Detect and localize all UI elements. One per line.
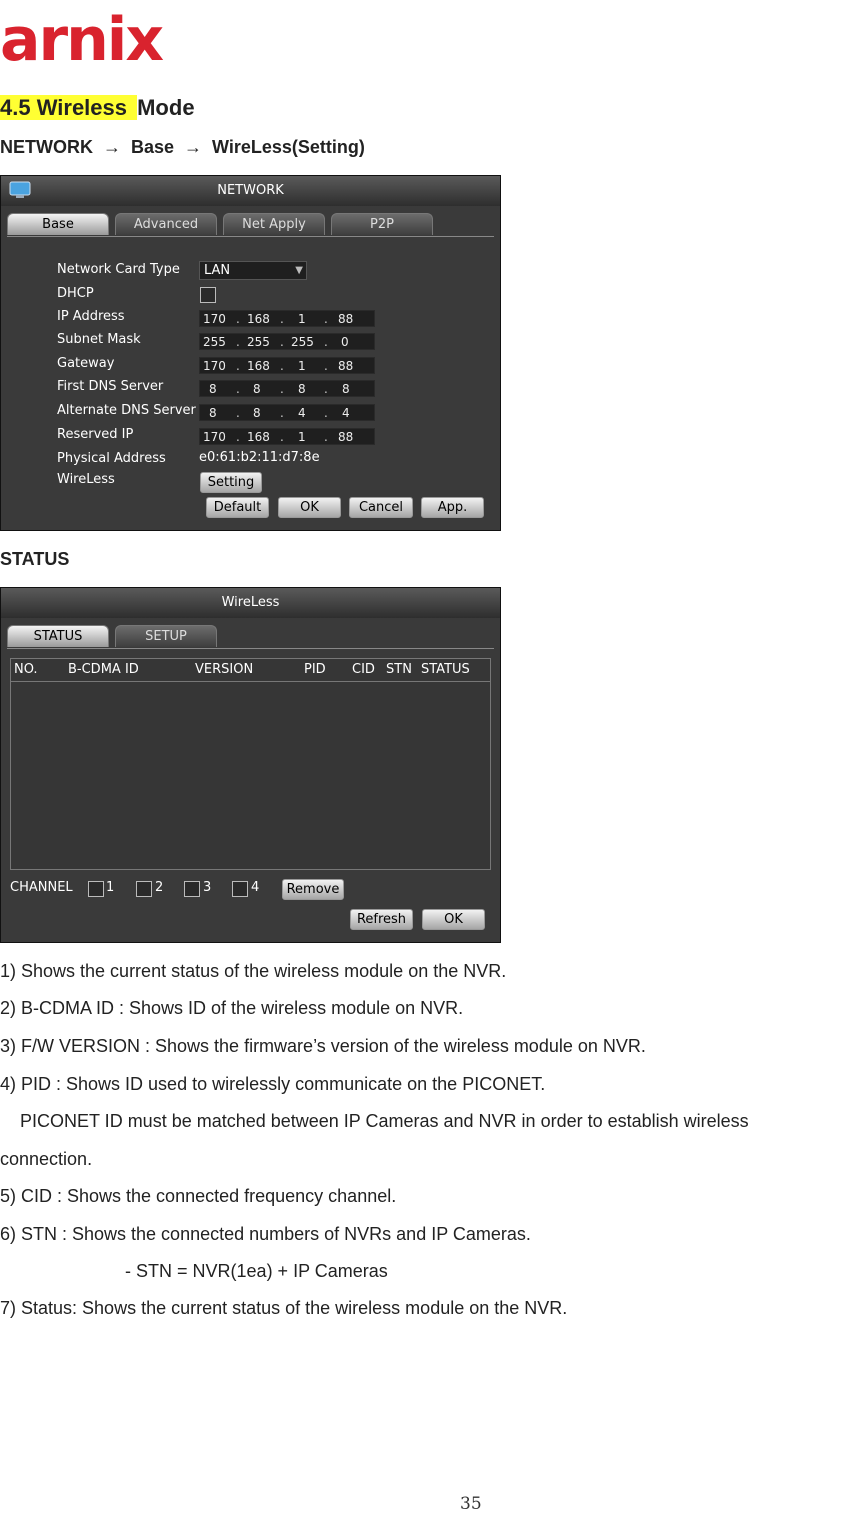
ip-dot: . bbox=[236, 312, 240, 326]
ip-octet: 255 bbox=[203, 335, 226, 349]
tab-setup[interactable]: SETUP bbox=[115, 625, 217, 647]
ip-dot: . bbox=[324, 312, 328, 326]
apply-button[interactable]: App. bbox=[421, 497, 484, 518]
ip-octet: 170 bbox=[203, 312, 226, 326]
ip-octet: 8 bbox=[342, 382, 350, 396]
paragraph-6: 6) STN : Shows the connected numbers of NVRs and IP Cameras. bbox=[0, 1224, 531, 1244]
channel-label: CHANNEL bbox=[10, 880, 73, 895]
arnix-logo bbox=[0, 0, 175, 66]
network-dialog bbox=[0, 175, 501, 531]
paragraph-3: 3) F/W VERSION : Shows the firmware’s version of the wireless module on NVR. bbox=[0, 1036, 646, 1056]
monitor-icon bbox=[9, 181, 31, 199]
tab-net-apply[interactable]: Net Apply bbox=[223, 213, 325, 235]
label-subnet-mask: Subnet Mask bbox=[57, 332, 141, 347]
col-pid: PID bbox=[304, 662, 326, 677]
ip-dot: . bbox=[324, 359, 328, 373]
channel-2-label: 2 bbox=[155, 880, 164, 895]
label-network-card-type: Network Card Type bbox=[57, 262, 180, 277]
channel-4-checkbox[interactable] bbox=[232, 881, 248, 897]
col-stn: STN bbox=[386, 662, 412, 677]
ip-octet: 1 bbox=[298, 312, 306, 326]
default-button[interactable]: Default bbox=[206, 497, 269, 518]
ok-button[interactable]: OK bbox=[422, 909, 485, 930]
network-card-type-select[interactable] bbox=[199, 261, 307, 280]
label-physical-address: Physical Address bbox=[57, 451, 166, 466]
alt-dns-field[interactable] bbox=[199, 404, 375, 421]
ip-dot: . bbox=[324, 335, 328, 349]
wireless-titlebar bbox=[1, 588, 500, 618]
col-status: STATUS bbox=[421, 662, 470, 677]
ip-octet: 255 bbox=[247, 335, 270, 349]
physical-address-value: e0:61:b2:11:d7:8e bbox=[199, 450, 320, 465]
paragraph-4-note-cont: connection. bbox=[0, 1149, 93, 1169]
channel-2-checkbox[interactable] bbox=[136, 881, 152, 897]
label-first-dns: First DNS Server bbox=[57, 379, 164, 394]
tab-divider bbox=[7, 236, 494, 237]
ip-dot: . bbox=[280, 430, 284, 444]
channel-3-checkbox[interactable] bbox=[184, 881, 200, 897]
ip-dot: . bbox=[324, 406, 328, 420]
wireless-setting-button[interactable]: Setting bbox=[200, 472, 262, 493]
col-no: NO. bbox=[14, 662, 38, 677]
tab-p2p[interactable]: P2P bbox=[331, 213, 433, 235]
header-divider bbox=[11, 681, 490, 682]
wireless-tabs bbox=[7, 625, 217, 649]
ip-octet: 0 bbox=[341, 335, 349, 349]
network-title: NETWORK bbox=[217, 183, 284, 198]
ip-dot: . bbox=[236, 382, 240, 396]
paragraph-5: 5) CID : Shows the connected frequency channel. bbox=[0, 1186, 397, 1206]
breadcrumb: NETWORK → Base → WireLess(Setting) bbox=[0, 137, 365, 157]
section-title-highlight: 4.5 Wireless bbox=[0, 95, 137, 120]
ip-octet: 4 bbox=[342, 406, 350, 420]
section-title-rest: Mode bbox=[137, 95, 195, 120]
ip-dot: . bbox=[280, 312, 284, 326]
ip-dot: . bbox=[324, 382, 328, 396]
tab-status[interactable]: STATUS bbox=[7, 625, 109, 647]
status-table bbox=[10, 658, 491, 870]
ip-octet: 8 bbox=[209, 382, 217, 396]
col-version: VERSION bbox=[195, 662, 254, 677]
channel-1-checkbox[interactable] bbox=[88, 881, 104, 897]
ok-button[interactable]: OK bbox=[278, 497, 341, 518]
ip-dot: . bbox=[236, 406, 240, 420]
ip-dot: . bbox=[280, 359, 284, 373]
col-bcdma-id: B-CDMA ID bbox=[68, 662, 139, 677]
ip-dot: . bbox=[324, 430, 328, 444]
label-ip-address: IP Address bbox=[57, 309, 125, 324]
remove-button[interactable]: Remove bbox=[282, 879, 344, 900]
channel-1-label: 1 bbox=[106, 880, 115, 895]
col-cid: CID bbox=[352, 662, 375, 677]
ip-octet: 168 bbox=[247, 359, 270, 373]
ip-octet: 1 bbox=[298, 430, 306, 444]
first-dns-field[interactable] bbox=[199, 380, 375, 397]
ip-octet: 8 bbox=[298, 382, 306, 396]
ip-octet: 8 bbox=[253, 406, 261, 420]
ip-octet: 88 bbox=[338, 359, 354, 373]
paragraph-7: 7) Status: Shows the current status of the wireless module on the NVR. bbox=[0, 1298, 568, 1318]
ip-dot: . bbox=[280, 335, 284, 349]
tab-advanced[interactable]: Advanced bbox=[115, 213, 217, 235]
subnet-mask-field[interactable] bbox=[199, 333, 375, 350]
chevron-down-icon: ▼ bbox=[295, 265, 303, 276]
ip-address-field[interactable] bbox=[199, 310, 375, 327]
status-heading: STATUS bbox=[0, 549, 70, 569]
network-tabs bbox=[7, 213, 433, 237]
page-number: 35 bbox=[460, 1494, 482, 1514]
dhcp-checkbox[interactable] bbox=[200, 287, 216, 303]
ip-octet: 168 bbox=[247, 430, 270, 444]
ip-octet: 88 bbox=[338, 430, 354, 444]
ip-octet: 88 bbox=[338, 312, 354, 326]
ip-octet: 8 bbox=[253, 382, 261, 396]
ip-octet: 8 bbox=[209, 406, 217, 420]
channel-3-label: 3 bbox=[203, 880, 212, 895]
ip-octet: 168 bbox=[247, 312, 270, 326]
label-gateway: Gateway bbox=[57, 356, 115, 371]
channel-4-label: 4 bbox=[251, 880, 260, 895]
paragraph-4: 4) PID : Shows ID used to wirelessly communicate on the PICONET. bbox=[0, 1074, 546, 1094]
section-title bbox=[0, 94, 195, 122]
paragraph-1: 1) Shows the current status of the wireless module on the NVR. bbox=[0, 961, 507, 981]
gateway-field[interactable] bbox=[199, 357, 375, 374]
ip-octet: 170 bbox=[203, 430, 226, 444]
tab-base[interactable]: Base bbox=[7, 213, 109, 235]
paragraph-2: 2) B-CDMA ID : Shows ID of the wireless module on NVR. bbox=[0, 998, 464, 1018]
card-type-value: LAN bbox=[204, 263, 231, 278]
ip-octet: 255 bbox=[291, 335, 314, 349]
wireless-dialog bbox=[0, 587, 501, 943]
ip-dot: . bbox=[280, 382, 284, 396]
svg-text:arnix: arnix bbox=[0, 5, 163, 66]
ip-dot: . bbox=[236, 335, 240, 349]
paragraph-6-formula: - STN = NVR(1ea) + IP Cameras bbox=[0, 1261, 388, 1281]
ip-octet: 4 bbox=[298, 406, 306, 420]
ip-dot: . bbox=[236, 359, 240, 373]
ip-octet: 1 bbox=[298, 359, 306, 373]
reserved-ip-field[interactable] bbox=[199, 428, 375, 445]
refresh-button[interactable]: Refresh bbox=[350, 909, 413, 930]
ip-octet: 170 bbox=[203, 359, 226, 373]
label-dhcp: DHCP bbox=[57, 286, 94, 301]
network-titlebar bbox=[1, 176, 500, 206]
label-wireless: WireLess bbox=[57, 472, 115, 487]
wireless-title: WireLess bbox=[221, 595, 280, 610]
ip-dot: . bbox=[236, 430, 240, 444]
tab-divider bbox=[7, 648, 494, 649]
paragraph-4-note: PICONET ID must be matched between IP Cameras and NVR in order to establish wireless bbox=[0, 1111, 749, 1131]
label-reserved-ip: Reserved IP bbox=[57, 427, 134, 442]
label-alt-dns: Alternate DNS Server bbox=[57, 403, 196, 418]
cancel-button[interactable]: Cancel bbox=[349, 497, 413, 518]
ip-dot: . bbox=[280, 406, 284, 420]
